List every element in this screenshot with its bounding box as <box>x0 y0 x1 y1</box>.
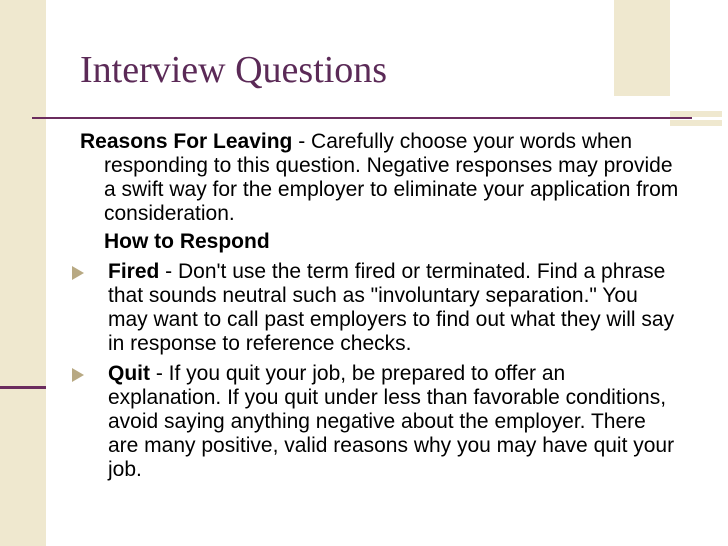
bullet-term: Fired <box>108 260 160 283</box>
top-right-decor-block-white <box>670 0 728 96</box>
triangle-bullet-icon <box>72 266 84 280</box>
slide-title: Interview Questions <box>80 49 388 91</box>
title-underline-accent-top <box>670 111 722 117</box>
slide-body <box>80 130 680 482</box>
left-divider-line <box>0 386 46 389</box>
bullet-item-fired <box>80 260 680 356</box>
bullet-text: - If you quit your job, be prepared to offer an explanation. If you quit under less than favorable conditions, avoid saying anything negative about the employer. There are many positive, valid reasons why you may have quit your job. <box>108 362 675 481</box>
title-underline-accent-bottom <box>670 120 722 126</box>
bullet-item-quit <box>80 362 680 482</box>
triangle-bullet-icon <box>72 368 84 382</box>
top-right-decor-block <box>614 0 670 96</box>
intro-text: - Carefully choose your words when responding to this question. Negative responses may provide a swift way for the employer to eliminate your application from consideration. <box>104 130 679 225</box>
bullet-term: Quit <box>108 362 150 385</box>
intro-heading: Reasons For Leaving <box>80 130 293 153</box>
how-to-respond-heading: How to Respond <box>104 230 270 253</box>
intro-paragraph <box>80 130 680 226</box>
title-underline <box>32 117 692 119</box>
left-decorative-band <box>0 0 46 546</box>
bullet-text: - Don't use the term fired or terminated. Find a phrase that sounds neutral such as "involuntary separation." You may want to call past employers to find out what they will say in response to reference checks. <box>108 260 675 355</box>
